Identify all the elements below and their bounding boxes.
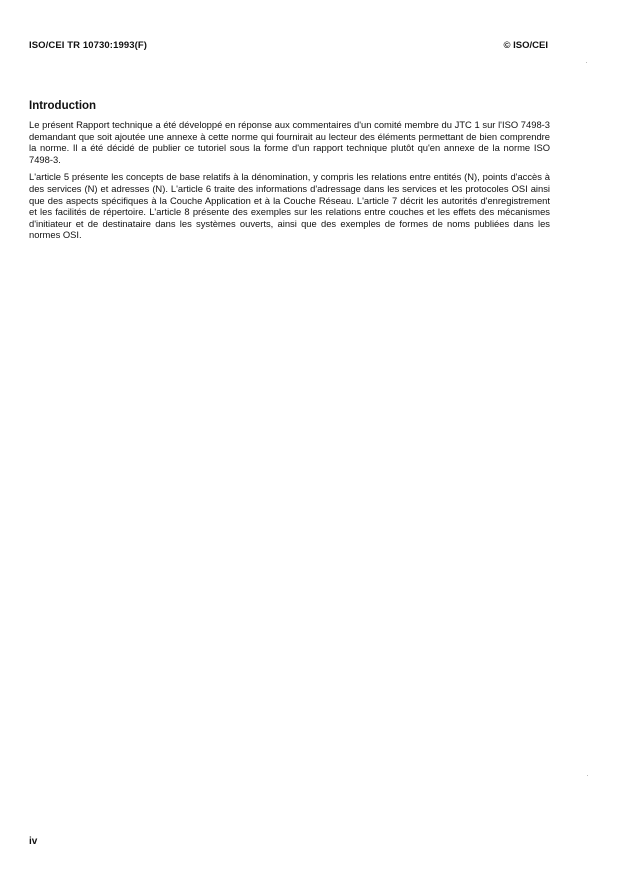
section-title: Introduction [29,100,97,112]
paragraph: L'article 5 présente les concepts de base relatifs à la dénomination, y compris les relations entre entités (N), points d'accès à des services (N) et adresses (N). L'article 6 traite des informations d'adressage dans les services et les protocoles OSI ainsi que des aspects spécifiques à la Couche Application et à la Couche Réseau. L'article 7 décrit les autorités d'enregistrement et les facilités de répertoire. L'article 8 présente des exemples sur les relations entre couches et les effets des mécanismes d'initiateur et de destinataire dans les systèmes ouverts, ainsi que des exemples de formes de noms publiées dans les normes OSI. [29,171,550,241]
page-number: iv [29,836,38,847]
copyright-notice: © ISO/CEI [503,40,548,51]
document-id: ISO/CEI TR 10730:1993(F) [29,40,148,51]
paragraph: Le présent Rapport technique a été développé en réponse aux commentaires d'un comité membre du JTC 1 sur l'ISO 7498-3 demandant que soit ajoutée une annexe à cette norme qui fournirait au lecteur des éléments permettant de bien comprendre la norme. Il a été décidé de publier ce tutoriel sous la forme d'un rapport technique plutôt qu'en annexe de la norme ISO 7498-3. [29,119,550,165]
scan-speck [587,775,588,776]
introduction-section [29,100,550,247]
scan-speck [586,62,587,63]
